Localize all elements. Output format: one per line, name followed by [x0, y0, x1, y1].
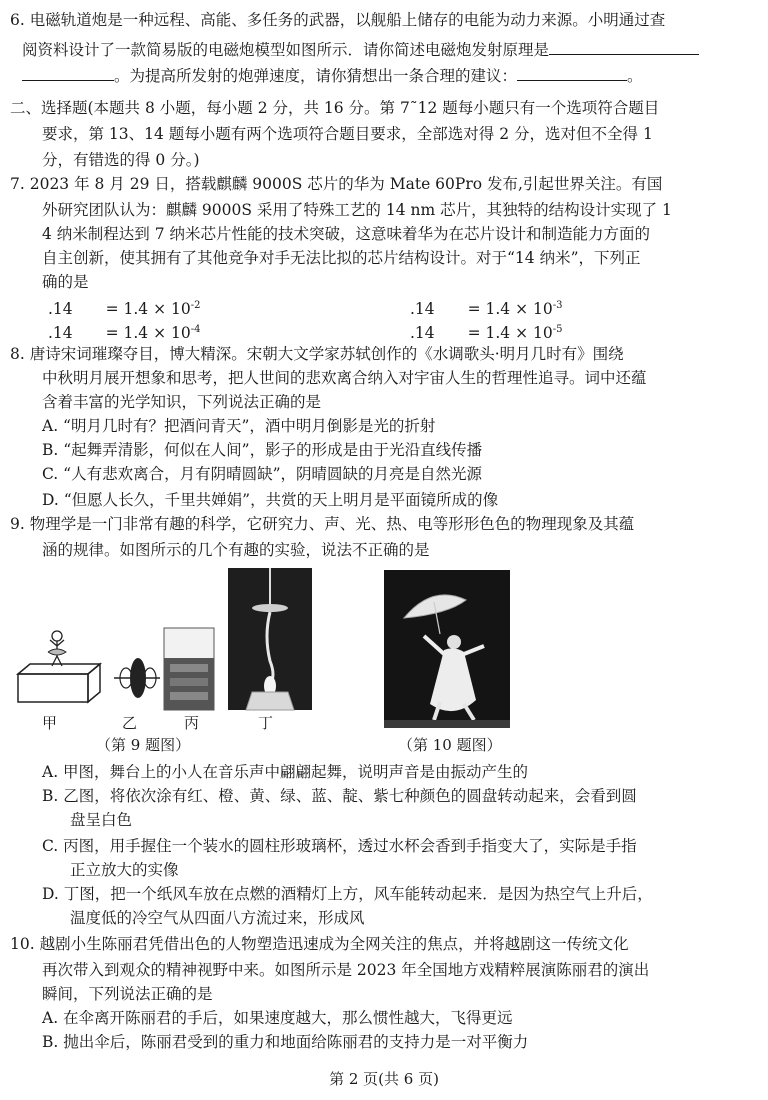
q9-option-c: C. 丙图，用手握住一个装水的圆柱形玻璃杯，透过水杯会香到手指变大了，实际是手指 [42, 837, 637, 855]
figure-yi-color-disc [114, 658, 160, 698]
q8-line-1: 8. 唐诗宋词璀璨夺目，博大精深。宋朝大文学家苏轼创作的《水调歌头·明月几时有》围绕 [10, 345, 624, 363]
q7-option-2-value: = 1.4 × 10 [467, 300, 553, 319]
figure-label-jia: 甲 [42, 714, 58, 732]
q7-option-3-value: = 1.4 × 10 [105, 324, 191, 343]
section2-line-2: 要求，第 13、14 题每小题有两个选项符合题目要求，全部选对得 2 分，选对但不全得 1 [42, 125, 653, 143]
q7-option-1-exp: -2 [190, 300, 201, 311]
q8-option-a: A. “明月几时有？把酒问青天”，酒中明月倒影是光的折射 [42, 417, 436, 435]
q8-option-c: C. “人有悲欢离合，月有阴晴圆缺”，阴晴圆缺的月亮是自然光源 [42, 465, 483, 483]
figure-9-apparatus [14, 566, 314, 712]
q7-line-4: 自主创新，使其拥有了其他竞争对手无法比拟的芯片结构设计。对于“14 纳米”，下列正 [42, 249, 641, 267]
q7-option-2-num: .14 [410, 300, 435, 319]
q9-option-d: D. 丁图，把一个纸风车放在点燃的酒精灯上方，风车能转动起来．是因为热空气上升后， [42, 885, 653, 903]
figure-bing-hand-glass [164, 628, 214, 710]
q6-line-2 [22, 38, 768, 62]
q6-line-3-text: 。为提高所发射的炮弹速度，请你猜想出一条合理的建议： [114, 67, 518, 85]
q6-line-1: 6. 电磁轨道炮是一种远程、高能、多任务的武器，以舰船上储存的电能为动力来源。小明通过查 [10, 11, 666, 29]
q7-option-3-exp: -4 [190, 324, 201, 335]
figure-ding-pinwheel-lamp [228, 568, 312, 710]
q10-line-1: 10. 越剧小生陈丽君凭借出色的人物塑造迅速成为全网关注的焦点，并将越剧这一传统文化 [10, 935, 629, 953]
q6-line-3-end: 。 [627, 67, 643, 85]
figure-10-caption: （第 10 题图） [398, 736, 502, 754]
q8-line-3: 含着丰富的光学知识，下列说法正确的是 [42, 393, 322, 411]
q7-option-3-num: .14 [48, 324, 73, 343]
q7-option-1-value: = 1.4 × 10 [105, 300, 191, 319]
q7-option-1-num: .14 [48, 300, 73, 319]
q10-line-3: 瞬间，下列说法正确的是 [42, 985, 213, 1003]
q8-line-2: 中秋明月展开想象和思考，把人世间的悲欢离合纳入对宇宙人生的哲理性追寻。词中还蕴 [42, 369, 647, 387]
figure-label-ding: 丁 [258, 714, 274, 732]
q7-line-5: 确的是 [42, 273, 89, 291]
q9-line-2: 涵的规律。如图所示的几个有趣的实验，说法不正确的是 [42, 541, 430, 559]
figure-label-yi: 乙 [122, 714, 138, 732]
q7-line-3: 4 纳米制程达到 7 纳米芯片性能的技术突破，这意味着华为在芯片设计和制造能力方面的 [42, 225, 651, 243]
q10-option-a: A. 在伞离开陈丽君的手后，如果速度越大，那么惯性越大，飞得更远 [42, 1009, 513, 1027]
section2-line-3: 分，有错选的得 0 分。) [42, 151, 200, 169]
q6-answer-blank-2[interactable] [517, 64, 627, 81]
q6-answer-blank-1[interactable] [549, 38, 699, 55]
q9-option-b-cont: 盘呈白色 [70, 811, 133, 829]
figure-10-opera-photo [384, 570, 510, 728]
q7-line-2: 外研究团队认为：麒麟 9000S 采用了特殊工艺的 14 nm 芯片，其独特的结构设计实现了 1 [42, 201, 672, 219]
q9-option-d-cont: 温度低的冷空气从四面八方流过来，形成风 [70, 909, 365, 927]
q7-option-2-exp: -3 [552, 300, 563, 311]
q9-option-b: B. 乙图，将依次涂有红、橙、黄、绿、蓝、靛、紫七种颜色的圆盘转动起来，会看到圆 [42, 787, 637, 805]
q7-option-4-value: = 1.4 × 10 [467, 324, 553, 343]
figure-9-caption: （第 9 题图） [96, 736, 191, 754]
page-footer: 第 2 页(共 6 页) [329, 1070, 439, 1088]
q9-option-a: A. 甲图，舞台上的小人在音乐声中翩翩起舞，说明声音是由振动产生的 [42, 763, 529, 781]
q7-line-1: 7. 2023 年 8 月 29 日，搭载麒麟 9000S 芯片的华为 Mate 60Pro 发布,引起世界关注。有国 [10, 175, 663, 193]
q9-line-1: 9. 物理学是一门非常有趣的科学，它研究力、声、光、热、电等形形色色的物理现象及其蕴 [10, 515, 635, 533]
q10-line-2: 再次带入到观众的精神视野中来。如图所示是 2023 年全国地方戏精粹展演陈丽君的演出 [42, 961, 650, 979]
q7-option-4-num: .14 [410, 324, 435, 343]
q10-option-b: B. 抛出伞后，陈丽君受到的重力和地面给陈丽君的支持力是一对平衡力 [42, 1033, 529, 1051]
q8-option-b: B. “起舞弄清影，何似在人间”，影子的形成是由于光沿直线传播 [42, 441, 483, 459]
figure-label-bing: 丙 [184, 714, 200, 732]
q7-option-4-exp: -5 [552, 324, 563, 335]
q6-line-2-text: 阅资料设计了一款简易版的电磁炮模型如图所示．请你简述电磁炮发射原理是 [22, 41, 550, 59]
q9-option-c-cont: 正立放大的实像 [70, 861, 179, 879]
q6-answer-blank-1-cont[interactable] [22, 64, 114, 81]
q8-option-d: D. “但愿人长久，千里共婵娟”，共赏的天上明月是平面镜所成的像 [42, 491, 499, 509]
q6-line-3 [22, 64, 768, 88]
figure-jia-box-dancer [18, 631, 100, 702]
section2-line-1: 二、选择题(本题共 8 小题，每小题 2 分，共 16 分。第 7˜12 题每小题只有一个选项符合题目 [10, 99, 660, 117]
